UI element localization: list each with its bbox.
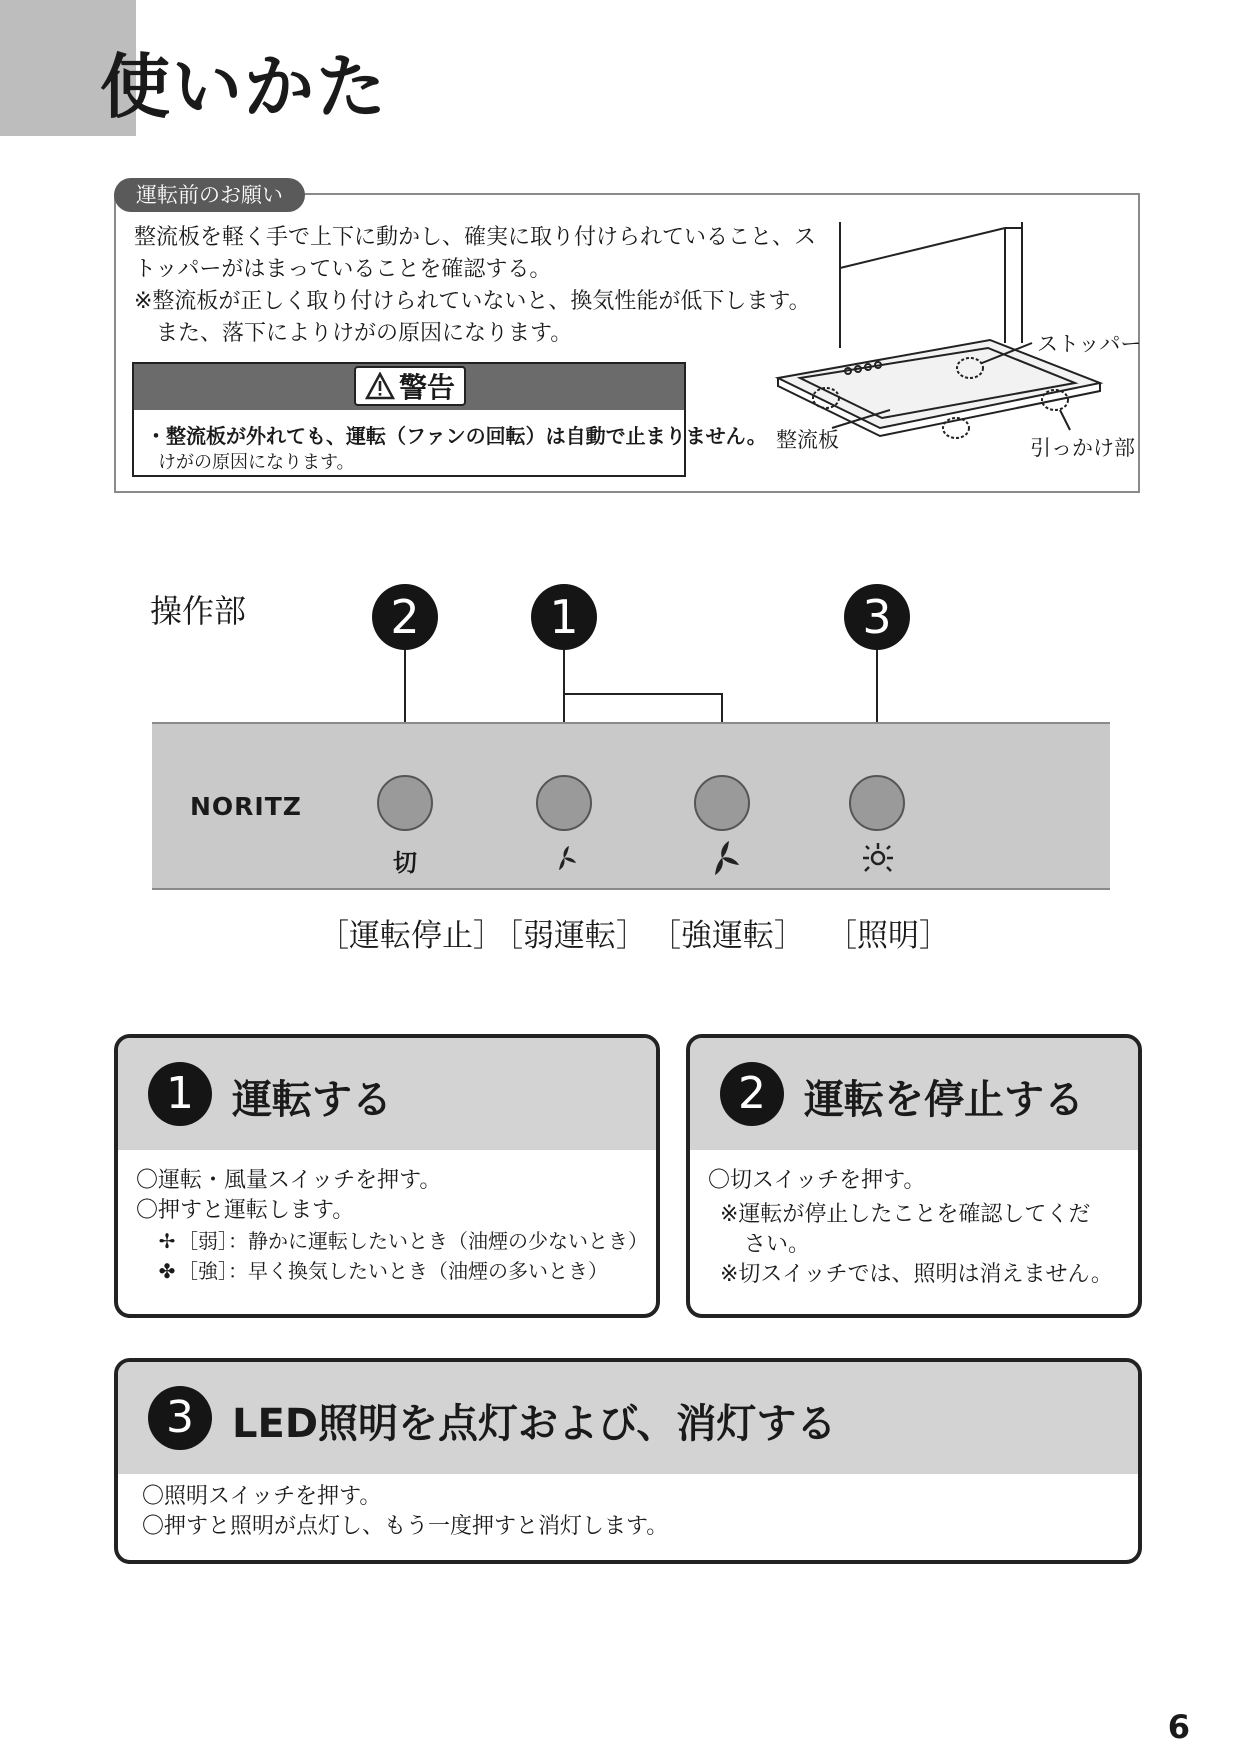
box-stop-body: [708, 1166, 1128, 1290]
notice-line: また、落下によりけがの原因になります。: [156, 321, 573, 346]
warning-label-text: 警告: [398, 371, 455, 404]
fan-large-icon: [702, 838, 742, 878]
box-light-number: 3: [148, 1386, 212, 1450]
warning-line: けがの原因になります。: [158, 452, 355, 473]
box-run: [114, 1034, 660, 1318]
box-light-title: LED照明を点灯および、消灯する: [232, 1401, 837, 1447]
off-button[interactable]: [377, 775, 433, 831]
box-run-line: 〇押すと運転します。: [136, 1198, 355, 1223]
box-run-weak-line: [136, 1226, 656, 1256]
box-run-weak-text: ［弱］：静かに運転したいとき（油煙の少ないとき）: [178, 1229, 648, 1253]
light-button[interactable]: [849, 775, 905, 831]
label-strong: ［強運転］: [650, 918, 805, 954]
notice-line: 整流板を軽く手で上下に動かし、確実に取り付けられていること、ス: [134, 225, 817, 250]
page-title: 使いかた: [100, 46, 388, 128]
box-stop-line: ※運転が停止したことを確認してくだ: [720, 1202, 1091, 1227]
box-stop-title: 運転を停止する: [804, 1077, 1084, 1123]
page-number: 6: [1167, 1708, 1190, 1746]
box-stop: [686, 1034, 1142, 1318]
box-light: [114, 1358, 1142, 1564]
fan-small-icon: ✢: [158, 1229, 176, 1253]
box-light-line: 〇照明スイッチを押す。: [142, 1484, 382, 1509]
notice-line: ※整流板が正しく取り付けられていないと、換気性能が低下します。: [134, 289, 811, 314]
label-light: ［照明］: [826, 918, 950, 954]
box-run-title: 運転する: [232, 1077, 392, 1123]
brand-logo: NORITZ: [190, 792, 302, 821]
notice-line: トッパーがはまっていることを確認する。: [134, 257, 552, 282]
strong-fan-button[interactable]: [694, 775, 750, 831]
light-icon: [860, 840, 896, 876]
box-run-strong-line: [136, 1256, 656, 1286]
box-stop-line: さい。: [744, 1232, 811, 1257]
weak-fan-button[interactable]: [536, 775, 592, 831]
fan-large-icon: ✤: [158, 1259, 176, 1283]
diagram-label-hikkake: 引っかけ部: [1030, 436, 1135, 460]
callout-3: 3: [844, 584, 910, 650]
warning-line: ・整流板が外れても、運転（ファンの回転）は自動で止まりません。: [146, 424, 767, 448]
diagram-label-seiryu: 整流板: [776, 428, 839, 452]
diagram-label-stopper: ストッパー: [1037, 332, 1142, 356]
box-stop-line: ※切スイッチでは、照明は消えません。: [720, 1262, 1113, 1287]
callout-1: 1: [531, 584, 597, 650]
panel-heading: 操作部: [150, 592, 247, 630]
box-run-strong-text: ［強］：早く換気したいとき（油煙の多いとき）: [178, 1259, 608, 1283]
label-stop: ［運転停止］: [318, 918, 504, 954]
box-light-body: [142, 1482, 1122, 1542]
box-light-line: 〇押すと照明が点灯し、もう一度押すと消灯します。: [142, 1514, 669, 1539]
notice-label: 運転前のお願い: [114, 178, 305, 212]
callout-2: 2: [372, 584, 438, 650]
box-run-number: 1: [148, 1062, 212, 1126]
box-stop-number: 2: [720, 1062, 784, 1126]
box-run-line: 〇運転・風量スイッチを押す。: [136, 1168, 442, 1193]
off-symbol: 切: [393, 849, 417, 877]
label-weak: ［弱運転］: [492, 918, 647, 954]
box-run-body: [136, 1166, 656, 1286]
box-stop-line: 〇切スイッチを押す。: [708, 1168, 926, 1193]
fan-small-icon: [548, 842, 580, 874]
